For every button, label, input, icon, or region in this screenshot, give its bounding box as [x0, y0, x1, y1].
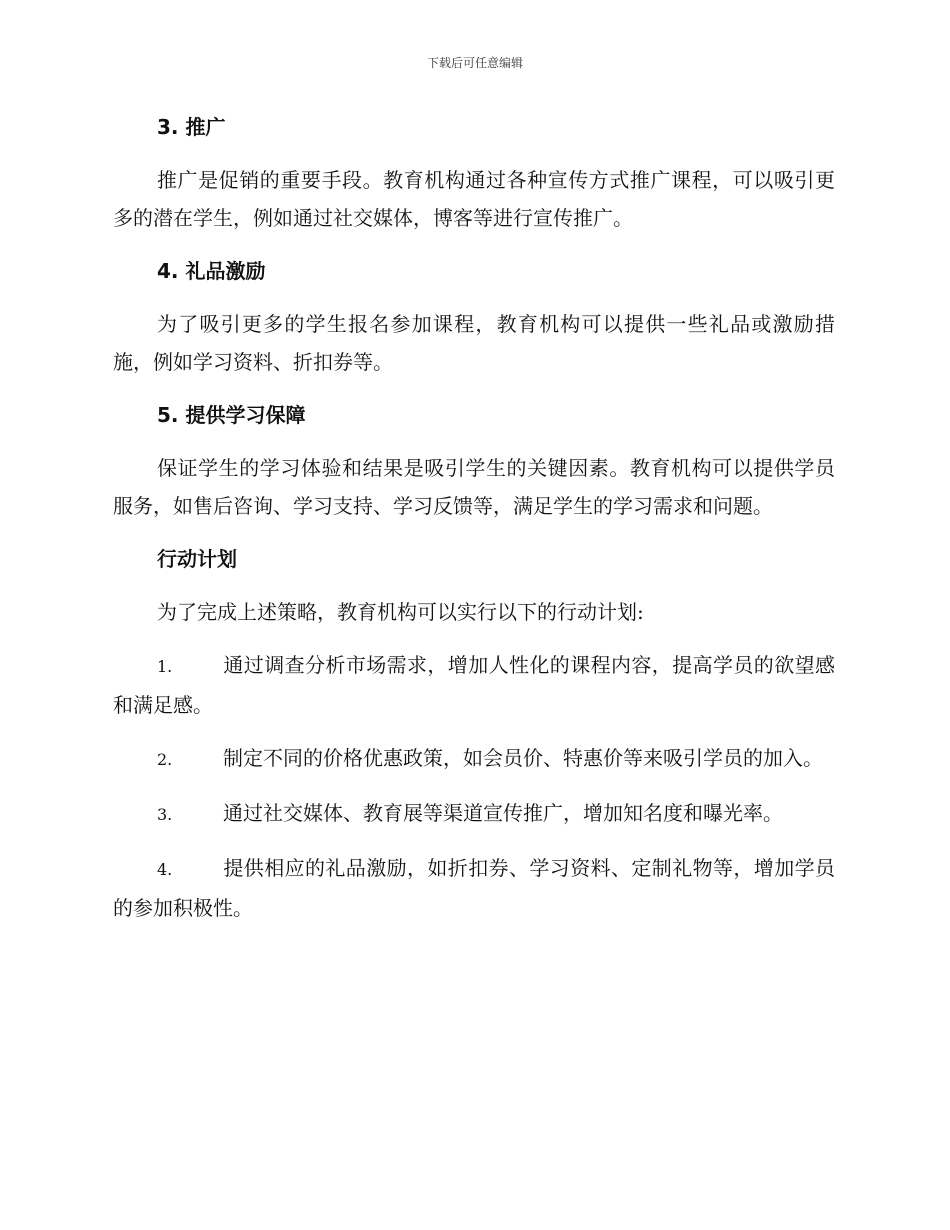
action-plan-heading: 行动计划: [157, 547, 237, 571]
page-header: 下载后可任意编辑: [426, 56, 523, 70]
section-paragraph: 推广是促销的重要手段。教育机构通过各种宣传方式推广课程，可以吸引更多的潜在学生，例如通过社交媒体，博客等进行宣传推广。: [113, 168, 835, 230]
list-item: [113, 794, 835, 834]
list-item: [113, 849, 835, 927]
section-heading: 3. 推广: [157, 115, 226, 139]
list-item-number: 1.: [157, 657, 173, 676]
list-item-number: 2.: [157, 750, 173, 769]
list-item-text: 制定不同的价格优惠政策，如会员价、特惠价等来吸引学员的加入。: [223, 746, 823, 770]
list-item: [113, 739, 835, 779]
document-body: [113, 108, 835, 942]
section-promotion: [113, 108, 835, 237]
section-learning-guarantee: [113, 396, 835, 525]
section-action-plan: [113, 540, 835, 927]
list-item-text: 通过调查分析市场需求，增加人性化的课程内容，提高学员的欲望感和满足感。: [113, 653, 835, 717]
list-item-text: 通过社交媒体、教育展等渠道宣传推广，增加知名度和曝光率。: [223, 801, 783, 825]
section-paragraph: 保证学生的学习体验和结果是吸引学生的关键因素。教育机构可以提供学员服务，如售后咨询、学习支持、学习反馈等，满足学生的学习需求和问题。: [113, 456, 835, 518]
section-heading: 4. 礼品激励: [157, 259, 266, 283]
section-paragraph: 为了吸引更多的学生报名参加课程，教育机构可以提供一些礼品或激励措施，例如学习资料、折扣券等。: [113, 312, 835, 374]
list-item-number: 4.: [157, 860, 173, 879]
list-item-text: 提供相应的礼品激励，如折扣券、学习资料、定制礼物等，增加学员的参加积极性。: [113, 856, 835, 920]
list-item-number: 3.: [157, 805, 173, 824]
list-item: [113, 646, 835, 724]
section-gift-incentive: [113, 252, 835, 381]
section-heading: 5. 提供学习保障: [157, 403, 306, 427]
action-plan-intro: 为了完成上述策略，教育机构可以实行以下的行动计划:: [157, 600, 644, 624]
